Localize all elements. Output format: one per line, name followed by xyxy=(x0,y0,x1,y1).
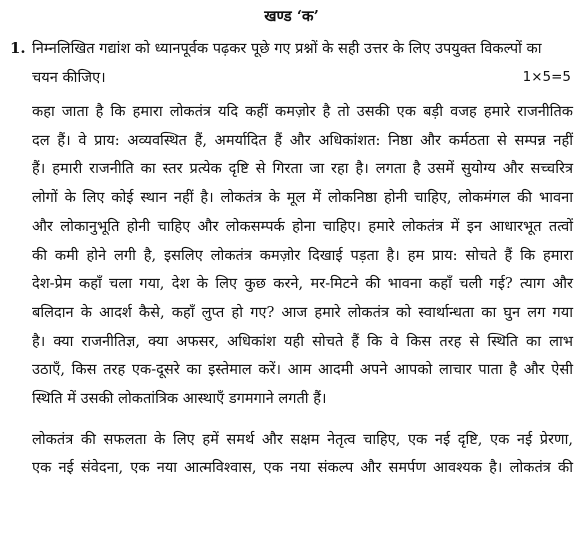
passage-line: बलिदान के आदर्श कैसे, कहाँ लुप्त हो गए? आज हमारे लोकतंत्र को स्वार्थान्धता का घुन लग गया xyxy=(32,303,573,321)
passage-line: कहा जाता है कि हमारा लोकतंत्र यदि कहीं कमज़ोर है तो उसकी एक बड़ी वजह हमारे राजनीतिक xyxy=(32,103,573,120)
question-instruction-line-2: चयन कीजिए। xyxy=(32,69,106,86)
question-block xyxy=(10,34,573,92)
passage-line: दल हैं। वे प्राय: अव्यवस्थित हैं, अमर्यादित हैं और अधिकांशत: निष्ठा और कर्मठता से सम्पन्न नहीं xyxy=(32,131,573,149)
passage-line: और लोकानुभूति होनी चाहिए और लोकसम्पर्क होना चाहिए। हमारे लोकतंत्र में इन आधारभूत तत्वों xyxy=(32,217,573,235)
passage-paragraph-2 xyxy=(32,426,573,483)
question-number: 1. xyxy=(10,39,26,57)
question-instruction-block xyxy=(32,34,573,92)
passage-line: एक नई संवेदना, एक नया आत्मविश्वास, एक नया संकल्प और समर्पण आवश्यक है। लोकतंत्र की xyxy=(32,459,573,477)
marks-allocation: 1×5=5 xyxy=(522,69,571,85)
passage-line: की कमी होने लगी है, इसलिए लोकतंत्र कमज़ोर दिखाई पड़ता है। हम प्राय: सोचते हैं कि हमारा xyxy=(32,246,573,264)
passage-line: स्थिति में उसकी लोकतांत्रिक आस्थाएँ डगमगाने लगती हैं। xyxy=(32,390,327,408)
passage-line: हैं। हमारी राजनीति का स्तर प्रत्येक दृष्टि से गिरता जा रहा है। लगता है उसमें सुयोग्य और सच्चरित्र xyxy=(32,160,573,178)
passage-line: लोगों के लिए कोई स्थान नहीं है। लोकतंत्र के मूल में लोकनिष्ठा होनी चाहिए, लोकमंगल की भावना xyxy=(32,189,573,207)
passage-line: लोकतंत्र की सफलता के लिए हमें समर्थ और सक्षम नेतृत्व चाहिए, एक नई दृष्टि, एक नई प्रेरणा, xyxy=(32,430,573,448)
passage-line: उठाएँ, किस तरह एक-दूसरे का इस्तेमाल करें। आम आदमी अपने आपको लाचार पाता है और ऐसी xyxy=(32,361,573,379)
passage-paragraph-1 xyxy=(32,98,573,414)
question-instruction-line-1: निम्नलिखित गद्यांश को ध्यानपूर्वक पढ़कर पूछे गए प्रश्नों के सही उत्तर के लिए उपयुक्त विकल्पों का xyxy=(32,40,542,57)
section-title: खण्ड ‘क’ xyxy=(264,7,319,25)
passage-line: देश-प्रेम कहाँ चला गया, देश के लिए कुछ करने, मर-मिटने की भावना कहाँ चली गई? त्याग और xyxy=(32,275,573,293)
passage xyxy=(32,98,573,483)
question-instruction-line-2-row xyxy=(32,63,573,92)
passage-line: है। क्या राजनीतिज्ञ, क्या अफसर, अधिकांश यही सोचते हैं कि वे किस तरह से स्थिति का लाभ xyxy=(32,332,573,350)
